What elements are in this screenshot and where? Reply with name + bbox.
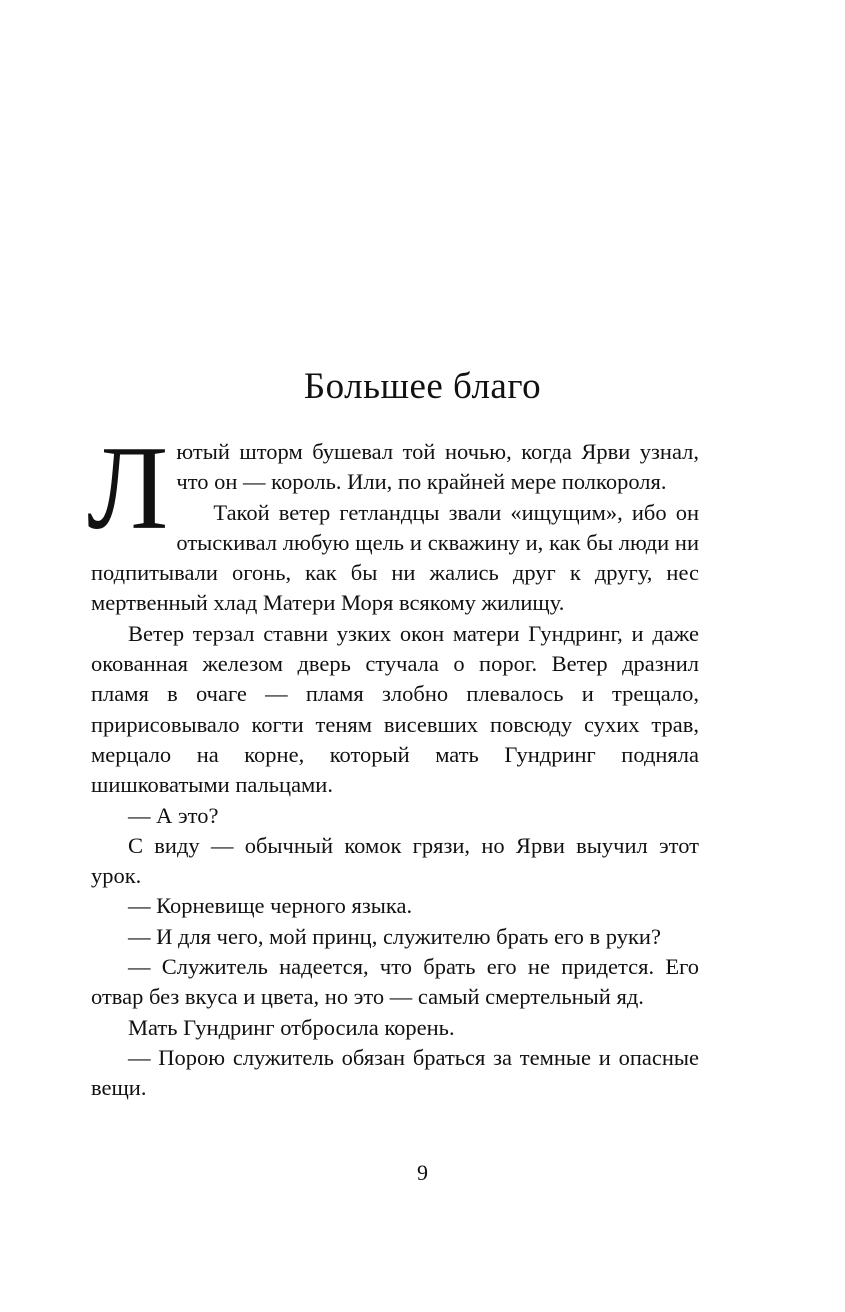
paragraph: Ветер терзал ставни узких окон матери Гундринг, и даже окованная железом дверь стучала о порог. Ветер дразнил пламя в очаге — пламя злобно плевалось и трещало, пририсовывало когти теням висевших повсюду сухих трав, мерцало на корне, который мать Гундринг подняла шишковатыми пальцами. [91,620,699,798]
dialogue-line: — И для чего, мой принц, служителю брать его в руки? [128,923,661,949]
dialogue-line: — А это? [128,802,219,828]
dialogue-line: — Корневище черного языка. [128,893,413,919]
chapter-title: Большее благо [303,366,542,407]
drop-cap: Л [87,421,169,554]
paragraph: Мать Гундринг отбросила корень. [128,1014,455,1040]
opening-paragraph [87,421,699,554]
opening-paragraph-text: ютый шторм бушевал той ночью, когда Ярви узнал, что он — король. Или, по крайней мере полкороля. [176,439,699,495]
page-number: 9 [417,1160,428,1185]
dialogue-line: — Служитель надеется, что брать его не придется. Его отвар без вкуса и цвета, но это — самый смертельный яд. [91,954,699,1010]
paragraph: С виду — обычный комок грязи, но Ярви выучил этот урок. [91,832,699,889]
paragraph: Такой ветер гетландцы звали «ищущим», ибо он отыскивал любую щель и скважину и, как бы люди ни подпитывали огонь, как бы ни жались друг к другу, нес мертвенный хлад Матери Моря всякому жилищу. [91,499,699,616]
dialogue-line: — Порою служитель обязан браться за темные и опасные вещи. [91,1044,699,1101]
body-text [87,421,699,1104]
